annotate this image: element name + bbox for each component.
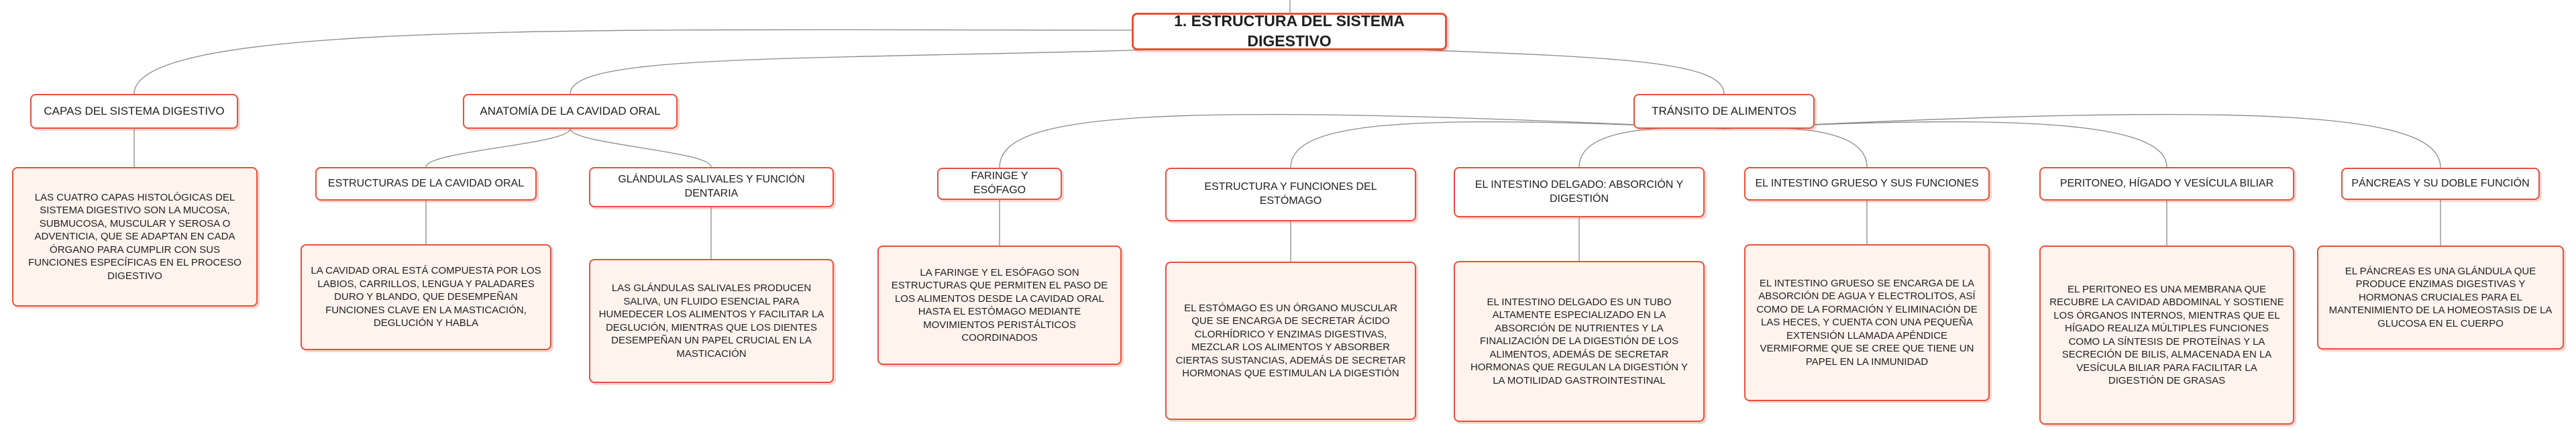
sub-estructuras-cavidad[interactable]: ESTRUCTURAS DE LA CAVIDAD ORAL	[315, 167, 537, 201]
topic-transito[interactable]: TRÁNSITO DE ALIMENTOS	[1633, 94, 1815, 129]
sub-intestino-grueso[interactable]: EL INTESTINO GRUESO Y SUS FUNCIONES	[1744, 167, 1990, 201]
topic-anatomia[interactable]: ANATOMÍA DE LA CAVIDAD ORAL	[463, 94, 678, 129]
desc-estructuras-cavidad[interactable]: LA CAVIDAD ORAL ESTÁ COMPUESTA POR LOS LABIOS, CARRILLOS, LENGUA Y PALADARES DURO Y BLANDO, QUE DESEMPEÑAN FUNCIONES CLAVE EN LA MASTICACIÓN, DEGLUCIÓN Y HABLA	[301, 244, 551, 350]
desc-faringe-esofago[interactable]: LA FARINGE Y EL ESÓFAGO SON ESTRUCTURAS QUE PERMITEN EL PASO DE LOS ALIMENTOS DESDE LA CAVIDAD ORAL HASTA EL ESTÓMAGO MEDIANTE MOVIMIENTOS PERISTÁLTICOS COORDINADOS	[877, 246, 1122, 365]
sub-glandulas-salivales[interactable]: GLÁNDULAS SALIVALES Y FUNCIÓN DENTARIA	[589, 167, 834, 207]
desc-capas[interactable]: LAS CUATRO CAPAS HISTOLÓGICAS DEL SISTEMA DIGESTIVO SON LA MUCOSA, SUBMUCOSA, MUSCULAR Y SEROSA O ADVENTICIA, QUE SE ADAPTAN EN CADA ÓRGANO PARA CUMPLIR CON SUS FUNCIONES ESPECÍFICAS EN EL PROCESO DIGESTIVO	[12, 167, 258, 307]
desc-intestino-delgado[interactable]: EL INTESTINO DELGADO ES UN TUBO ALTAMENTE ESPECIALIZADO EN LA ABSORCIÓN DE NUTRIENTES Y LA FINALIZACIÓN DE LA DIGESTIÓN DE LOS ALIMENTOS, ADEMÁS DE SECRETAR HORMONAS QUE REGULAN LA DIGESTIÓN Y LA MOTILIDAD GASTROINTESTINAL	[1454, 261, 1705, 422]
sub-intestino-delgado[interactable]: EL INTESTINO DELGADO: ABSORCIÓN Y DIGESTIÓN	[1454, 167, 1705, 217]
sub-pancreas[interactable]: PÁNCREAS Y SU DOBLE FUNCIÓN	[2341, 168, 2540, 200]
desc-intestino-grueso[interactable]: EL INTESTINO GRUESO SE ENCARGA DE LA ABSORCIÓN DE AGUA Y ELECTROLITOS, ASÍ COMO DE LA FORMACIÓN Y ELIMINACIÓN DE LAS HECES, Y CUENTA CON UNA PEQUEÑA EXTENSIÓN LLAMADA APÉNDICE VERMIFORME QUE SE CREE QUE TIENE UN PAPEL EN LA INMUNIDAD	[1744, 244, 1990, 401]
root-node[interactable]: 1. ESTRUCTURA DEL SISTEMA DIGESTIVO	[1132, 13, 1447, 50]
topic-capas[interactable]: CAPAS DEL SISTEMA DIGESTIVO	[30, 94, 238, 129]
desc-estomago[interactable]: EL ESTÓMAGO ES UN ÓRGANO MUSCULAR QUE SE ENCARGA DE SECRETAR ÁCIDO CLORHÍDRICO Y ENZIMAS DIGESTIVAS, MEZCLAR LOS ALIMENTOS Y ABSORBER CIERTAS SUSTANCIAS, ADEMÁS DE SECRETAR HORMONAS QUE ESTIMULAN LA DIGESTIÓN	[1165, 262, 1416, 420]
desc-peritoneo-higado[interactable]: EL PERITONEO ES UNA MEMBRANA QUE RECUBRE LA CAVIDAD ABDOMINAL Y SOSTIENE LOS ÓRGANOS INTERNOS, MIENTRAS QUE EL HÍGADO REALIZA MÚLTIPLES FUNCIONES COMO LA SÍNTESIS DE PROTEÍNAS Y LA SECRECIÓN DE BILIS, ALMACENADA EN LA VESÍCULA BILIAR PARA FACILITAR LA DIGESTIÓN DE GRASAS	[2039, 246, 2294, 425]
desc-glandulas-salivales[interactable]: LAS GLÁNDULAS SALIVALES PRODUCEN SALIVA, UN FLUIDO ESENCIAL PARA HUMEDECER LOS ALIMENTOS Y FACILITAR LA DEGLUCIÓN, MIENTRAS QUE LOS DIENTES DESEMPEÑAN UN PAPEL CRUCIAL EN LA MASTICACIÓN	[589, 259, 834, 383]
sub-estomago[interactable]: ESTRUCTURA Y FUNCIONES DEL ESTÓMAGO	[1165, 168, 1416, 221]
sub-peritoneo-higado[interactable]: PERITONEO, HÍGADO Y VESÍCULA BILIAR	[2039, 167, 2294, 201]
sub-faringe-esofago[interactable]: FARINGE Y ESÓFAGO	[937, 168, 1062, 200]
desc-pancreas[interactable]: EL PÁNCREAS ES UNA GLÁNDULA QUE PRODUCE ENZIMAS DIGESTIVAS Y HORMONAS CRUCIALES PARA EL MANTENIMIENTO DE LA HOMEOSTASIS DE LA GLUCOSA EN EL CUERPO	[2317, 246, 2564, 350]
